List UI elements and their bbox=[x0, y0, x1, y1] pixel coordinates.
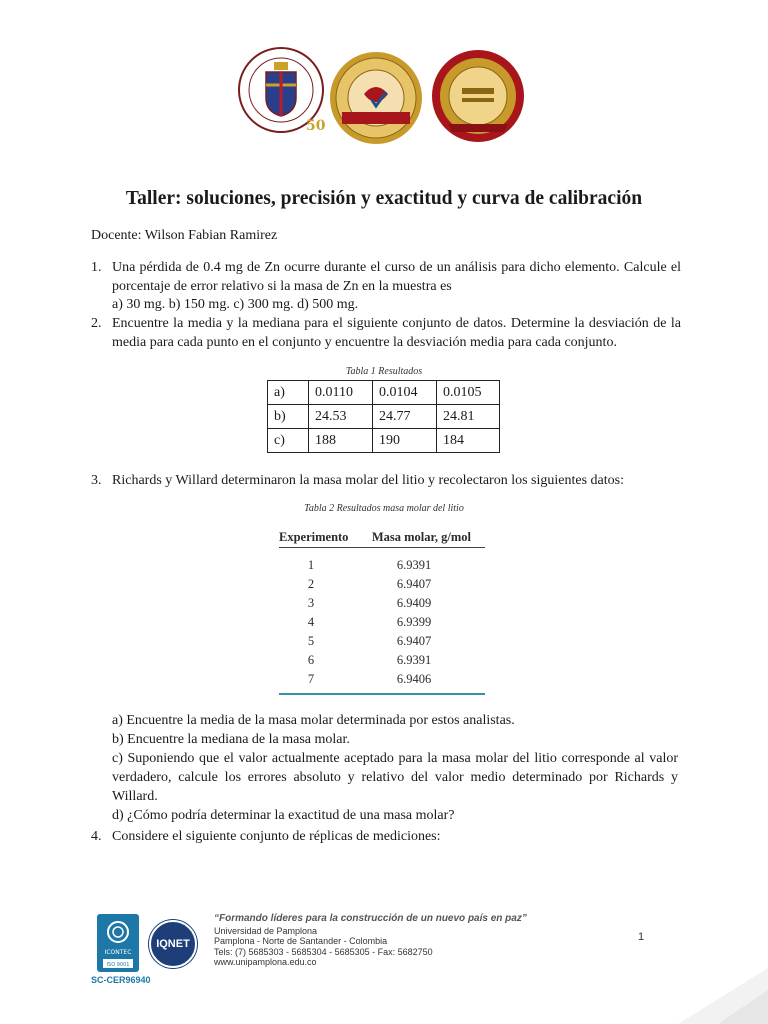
question-number: 1. bbox=[91, 260, 102, 275]
molar-mass-table bbox=[279, 530, 485, 695]
table-row bbox=[279, 594, 485, 613]
table-row bbox=[279, 613, 485, 632]
subquestion-b: b) Encuentre la mediana de la masa molar. bbox=[112, 732, 350, 747]
table-cell: 0.0105 bbox=[437, 381, 500, 405]
subquestions bbox=[112, 711, 678, 825]
table-row bbox=[268, 405, 500, 429]
table-cell: a) bbox=[268, 381, 309, 405]
university-crest-logo bbox=[236, 42, 326, 142]
table-row bbox=[268, 381, 500, 405]
question-3 bbox=[91, 472, 681, 491]
table-cell: 5 bbox=[307, 634, 315, 648]
question-4 bbox=[91, 828, 681, 847]
svg-text:50: 50 bbox=[306, 118, 326, 134]
footer-line: Universidad de Pamplona bbox=[214, 925, 318, 936]
question-text: Richards y Willard determinaron la masa molar del litio y recolectaron los siguientes datos: bbox=[112, 473, 624, 488]
table-cell: 6.9407 bbox=[396, 577, 432, 591]
question-text: Encuentre la media y la mediana para el siguiente conjunto de datos. Determine la desviación de la media para cada punto en el conjunto y encuentre la desviación media para cada conjunto. bbox=[112, 316, 681, 350]
question-text: Considere el siguiente conjunto de réplicas de mediciones: bbox=[112, 829, 441, 844]
corner-decoration bbox=[678, 968, 768, 1024]
icontec-label: ICONTEC bbox=[104, 949, 132, 956]
footer-line: Tels: (7) 5685303 - 5685304 - 5685305 - Fax: 5682750 bbox=[214, 946, 433, 957]
table-cell: 184 bbox=[437, 429, 500, 453]
question-number: 3. bbox=[91, 473, 102, 488]
institutional-accreditation-seal bbox=[328, 50, 424, 146]
table-row bbox=[279, 670, 485, 689]
table-row bbox=[268, 429, 500, 453]
table-cell: 24.53 bbox=[309, 405, 373, 429]
table-cell: 6.9406 bbox=[396, 672, 432, 686]
table-row bbox=[279, 556, 485, 575]
table-row bbox=[279, 651, 485, 670]
iqnet-badge: IQNET bbox=[149, 920, 197, 968]
question-number: 2. bbox=[91, 316, 102, 331]
table-cell: 4 bbox=[307, 615, 315, 629]
icontec-sub-label: ISO 9001 bbox=[106, 962, 130, 968]
table-cell: 0.0110 bbox=[309, 381, 373, 405]
table-cell: 0.0104 bbox=[373, 381, 437, 405]
table-row bbox=[279, 632, 485, 651]
question-number: 4. bbox=[91, 829, 102, 844]
table-bottom-rule bbox=[279, 693, 485, 695]
table-cell: 6.9407 bbox=[396, 634, 432, 648]
icontec-badge bbox=[97, 914, 139, 972]
table-cell: 24.81 bbox=[437, 405, 500, 429]
table-cell: 3 bbox=[307, 596, 315, 610]
table-cell: 6 bbox=[307, 653, 315, 667]
column-header: Experimento bbox=[279, 530, 349, 544]
question-2 bbox=[91, 315, 681, 352]
teacher-name: Docente: Wilson Fabian Ramirez bbox=[91, 228, 278, 243]
table-cell: 6.9399 bbox=[396, 615, 432, 629]
table-cell: 2 bbox=[307, 577, 315, 591]
question-1 bbox=[91, 259, 681, 315]
table-cell: c) bbox=[268, 429, 309, 453]
subquestion-a: a) Encuentre la media de la masa molar determinada por estos analistas. bbox=[112, 713, 515, 728]
table-2-caption: Tabla 2 Resultados masa molar del litio bbox=[304, 503, 464, 514]
subquestion-d: d) ¿Cómo podría determinar la exactitud de una masa molar? bbox=[112, 808, 455, 823]
table-cell: 7 bbox=[307, 672, 315, 686]
table-cell: 1 bbox=[307, 558, 315, 572]
table-cell: 6.9409 bbox=[396, 596, 432, 610]
results-table bbox=[267, 380, 500, 453]
table-cell: b) bbox=[268, 405, 309, 429]
table-1-caption: Tabla 1 Resultados bbox=[345, 366, 423, 377]
column-header: Masa molar, g/mol bbox=[371, 530, 471, 544]
international-accreditation-seal bbox=[430, 48, 526, 148]
footer-line: Pamplona - Norte de Santander - Colombia bbox=[214, 936, 388, 947]
table-cell: 24.77 bbox=[373, 405, 437, 429]
footer-link[interactable]: www.unipamplona.edu.co bbox=[214, 957, 317, 968]
footer-motto: “Formando líderes para la construcción de un nuevo país en paz” bbox=[214, 913, 527, 924]
header-logos bbox=[0, 42, 768, 152]
subquestion-c: c) Suponiendo que el valor actualmente aceptado para la masa molar del litio corresponde al valor verdadero, calcule los errores absoluto y relativo del valor medio determinado por Richards y Willard. bbox=[112, 751, 678, 804]
table-header bbox=[279, 530, 485, 548]
question-options: a) 30 mg. b) 150 mg. c) 300 mg. d) 500 mg. bbox=[112, 297, 359, 312]
table-cell: 190 bbox=[373, 429, 437, 453]
table-cell: 6.9391 bbox=[396, 653, 432, 667]
page-title: Taller: soluciones, precisión y exactitud y curva de calibración bbox=[125, 188, 643, 209]
table-cell: 6.9391 bbox=[396, 558, 432, 572]
question-text: Una pérdida de 0.4 mg de Zn ocurre durante el curso de un análisis para dicho elemento. Calcule el porcentaje de error relativo si la masa de Zn en la muestra es bbox=[112, 260, 681, 294]
certificate-code: SC-CER96940 bbox=[91, 975, 151, 985]
footer-contact bbox=[214, 914, 527, 968]
table-cell: 188 bbox=[309, 429, 373, 453]
certification-badges bbox=[91, 914, 199, 986]
page-number: 1 bbox=[638, 931, 645, 943]
table-row bbox=[279, 575, 485, 594]
